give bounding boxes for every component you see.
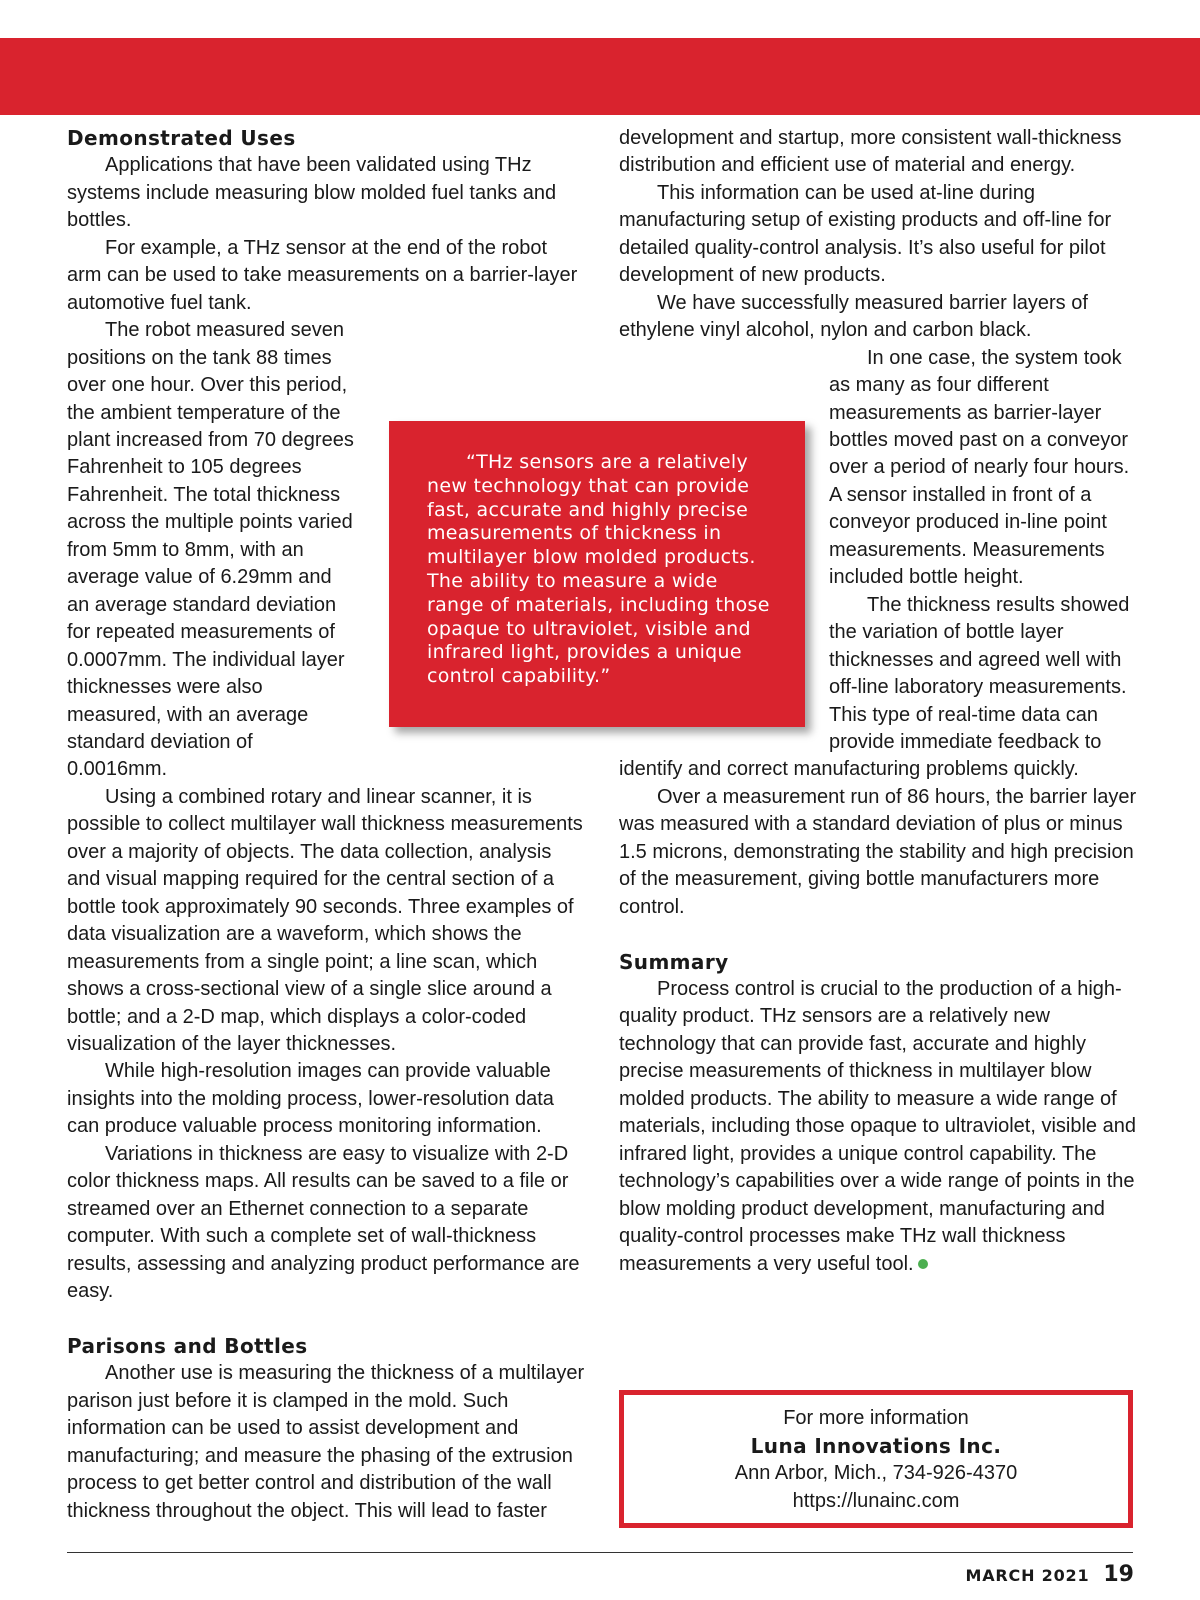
paragraph: While high-resolution images can provide valuable insights into the molding process, lower-resolution data can produce valuable process monitoring information. bbox=[67, 1060, 554, 1138]
section-heading-summary: Summary bbox=[619, 949, 729, 974]
paragraph: This information can be used at-line during manufacturing setup of existing products and off-line for detailed quality-control analysis. It’s also useful for pilot development of new products. bbox=[619, 181, 1112, 287]
header-red-band bbox=[0, 38, 1200, 115]
left-column bbox=[67, 125, 587, 1525]
paragraph: In one case, the system took as many as four different measurements as barrier-layer bottles moved past on a conveyor over a period of nearly four hours. A sensor installed in front of a conveyor produced in-line point measurements. Measurements included bottle height. bbox=[829, 346, 1130, 589]
summary-text: Process control is crucial to the production of a high-quality product. THz sensors are a relatively new technology that can provide fast, accurate and highly precise measurements of thickness in multilayer blow molded products. The ability to measure a wide range of materials, including those opaque to ultraviolet, visible and infrared light, provides a unique control capability. The technology’s capabilities over a wide range of points in the blow molding product development, manufacturing and quality-control processes make THz wall thickness measurements a very useful tool. bbox=[619, 978, 1136, 1275]
paragraph: The thickness results showed the variation of bottle layer thicknesses and agreed well with off-line laboratory measurements. This type of real-time data can provide immediate feedback to identify and correct manufacturing problems quickly. bbox=[619, 593, 1130, 781]
end-of-article-bullet-icon bbox=[918, 1259, 928, 1269]
company-name: Luna Innovations Inc. bbox=[750, 1433, 1002, 1458]
paragraph: For example, a THz sensor at the end of the robot arm can be used to take measurements on a barrier-layer automotive fuel tank. bbox=[67, 236, 578, 314]
more-information-box bbox=[619, 1390, 1133, 1528]
company-url-link[interactable]: https://lunainc.com bbox=[792, 1489, 960, 1512]
info-label: For more information bbox=[783, 1407, 969, 1429]
paragraph: The robot measured seven positions on the tank 88 times over one hour. Over this period, the ambient temperature of the plant increased from 70 degrees Fahrenheit to 105 degrees Fahrenheit. The total thickness across the multiple points varied from 5mm to 8mm, with an average value of 6.29mm and an average standard deviation for repeated measurements of 0.0007mm. The individual layer thicknesses were also measured, with an average standard deviation of 0.0016mm. bbox=[67, 319, 354, 781]
page-number: 19 bbox=[1103, 1562, 1134, 1587]
paragraph: development and startup, more consistent wall-thickness distribution and efficient use of material and energy. bbox=[619, 127, 1122, 177]
issue-date: MARCH 2021 bbox=[965, 1566, 1090, 1585]
paragraph: Applications that have been validated using THz systems include measuring blow molded fuel tanks and bottles. bbox=[67, 154, 557, 232]
paragraph bbox=[619, 976, 1139, 1278]
paragraph: We have successfully measured barrier layers of ethylene vinyl alcohol, nylon and carbon black. bbox=[619, 291, 1088, 342]
paragraph: Variations in thickness are easy to visualize with 2-D color thickness maps. All results can be saved to a file or streamed over an Ethernet connection to a separate computer. With such a complete set of wall-thickness results, assessing and analyzing product performance are easy. bbox=[67, 1142, 580, 1303]
company-location-phone: Ann Arbor, Mich., 734-926-4370 bbox=[734, 1462, 1018, 1484]
paragraph: Over a measurement run of 86 hours, the barrier layer was measured with a standard deviation of plus or minus 1.5 microns, demonstrating the stability and high precision of the measurement, giving bottle manufacturers more control. bbox=[619, 785, 1137, 918]
pull-quote-text: “THz sensors are a relatively new technology that can provide fast, accurate and highly precise measurements of thickness in multilayer blow molded products. The ability to measure a wide range of materials, including those opaque to ultraviolet, visible and infrared light, provides a unique control capability.” bbox=[427, 451, 770, 688]
section-heading-demonstrated-uses: Demonstrated Uses bbox=[67, 126, 296, 150]
paragraph: Using a combined rotary and linear scanner, it is possible to collect multilayer wall thickness measurements over a majority of objects. The data collection, analysis and visual mapping required for the central section of a bottle took approximately 90 seconds. Three examples of data visualization are a waveform, which shows the measurements from a single point; a line scan, which shows a cross-sectional view of a single slice around a bottle; and a 2-D map, which displays a color-coded visualization of the layer thicknesses. bbox=[67, 785, 583, 1055]
pull-quote-box bbox=[389, 421, 805, 727]
page-footer bbox=[966, 1562, 1134, 1587]
footer-divider bbox=[67, 1552, 1133, 1553]
section-heading-parisons-bottles: Parisons and Bottles bbox=[67, 1333, 308, 1358]
paragraph: Another use is measuring the thickness of a multilayer parison just before it is clamped in the mold. Such information can be used to assist development and manufacturing; and measure the phasing of the extrusion process to get better control and distribution of the wall thickness throughout the object. This will lead to faster bbox=[67, 1362, 585, 1522]
